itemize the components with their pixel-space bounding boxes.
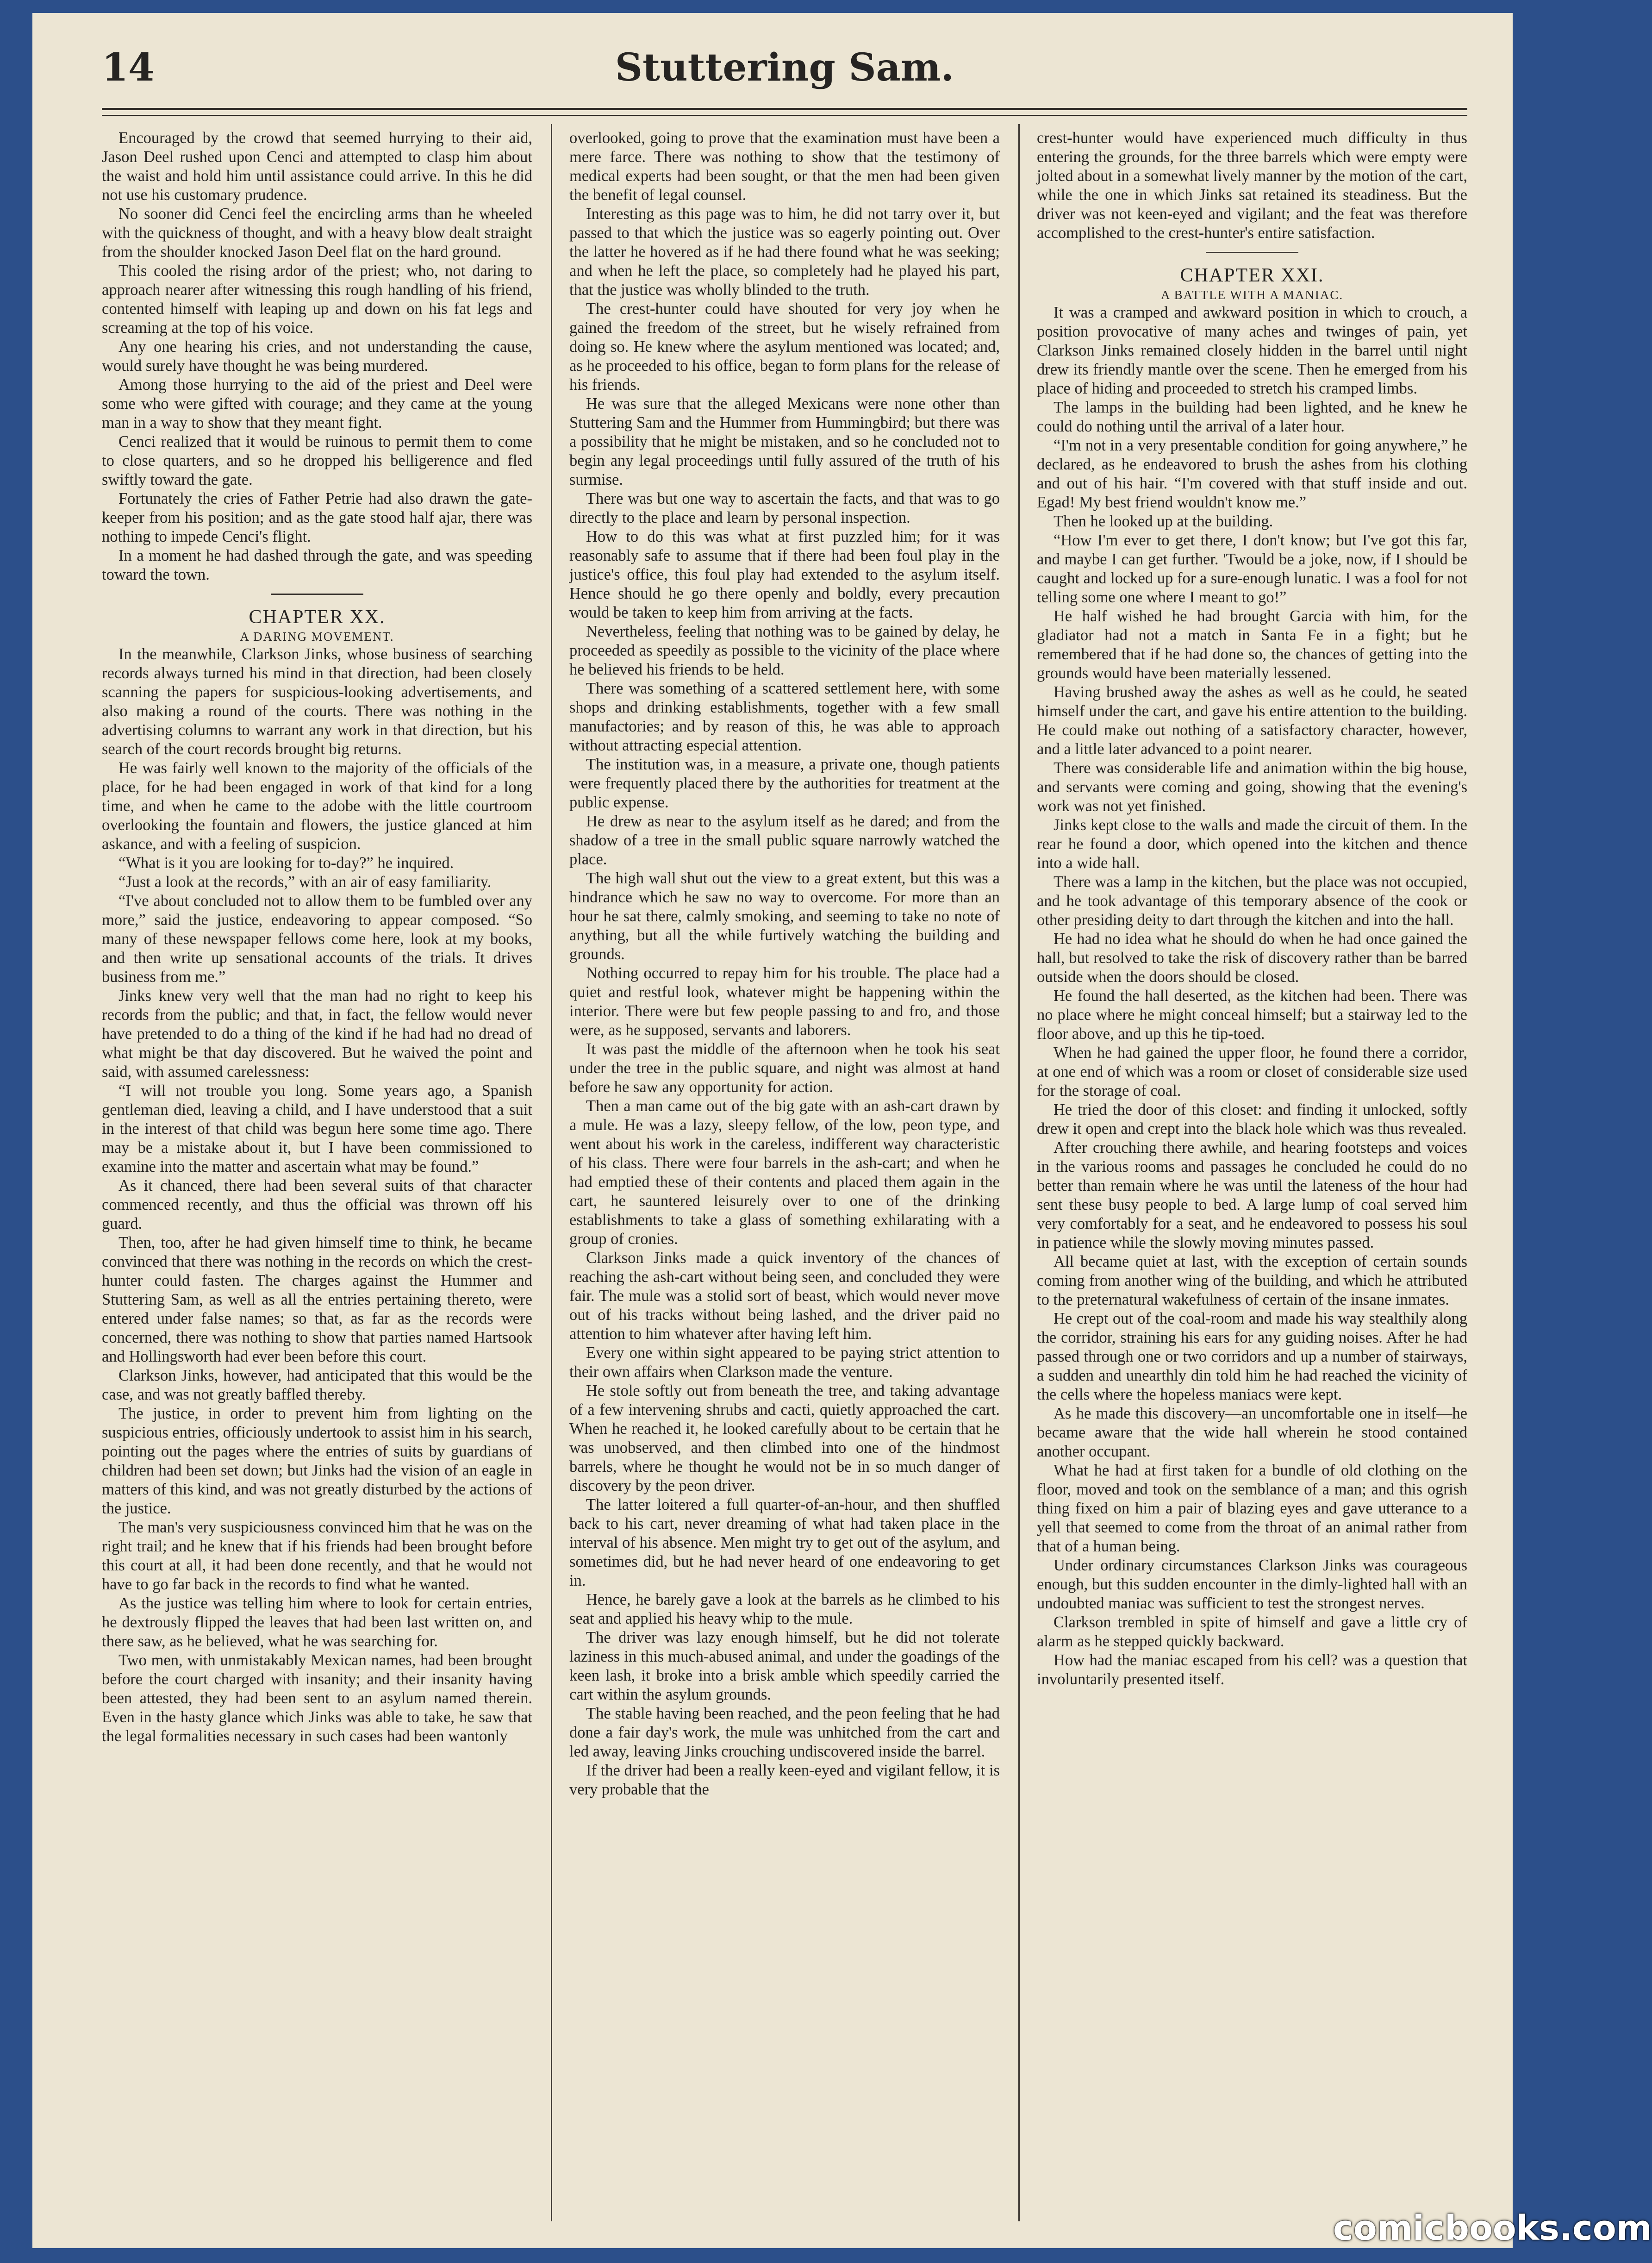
paragraph: After crouching there awhile, and hearing footsteps and voices in the various rooms and passages he concluded he could do no better than remain where he was until the lateness of the hour had sent these busy people to bed. A large lump of coal served him very comfortably for a seat, and he endeavored to possess his soul in patience while the slowly moving minutes passed. bbox=[1037, 1139, 1467, 1251]
paragraph: Nevertheless, feeling that nothing was to be gained by delay, he proceeded as speedily as possible to the vicinity of the place where he believed his friends to be held. bbox=[569, 623, 1000, 678]
paragraph: The stable having been reached, and the peon feeling that he had done a fair day's work, the mule was unhitched from the cart and led away, leaving Jinks crouching undiscovered inside the barrel. bbox=[569, 1705, 1000, 1760]
newspaper-page bbox=[32, 13, 1513, 2248]
chapter-heading bbox=[102, 606, 532, 645]
paragraph: How had the maniac escaped from his cell? was a question that involuntarily presented itself. bbox=[1037, 1651, 1467, 1688]
paragraph: Hence, he barely gave a look at the barrels as he climbed to his seat and applied his heavy whip to the mule. bbox=[569, 1591, 1000, 1627]
paragraph: He was sure that the alleged Mexicans were none other than Stuttering Sam and the Hummer from Hummingbird; but there was a possibility that he might be mistaken, and so he concluded not to begin any legal proceedings until fully assured of the truth of his surmise. bbox=[569, 395, 1000, 488]
paragraph: As he made this discovery—an uncomfortable one in itself—he became aware that the wide hall wherein he stood contained another occupant. bbox=[1037, 1405, 1467, 1460]
paragraph: Among those hurrying to the aid of the priest and Deel were some who were gifted with courage; and they came at the young man in a way to show that they meant fight. bbox=[102, 376, 532, 431]
paragraph: This cooled the rising ardor of the priest; who, not daring to approach nearer after witnessing this rough handling of his friend, contented himself with leaping up and down on his fat legs and screaming at the top of his voice. bbox=[102, 262, 532, 337]
paragraph: There was a lamp in the kitchen, but the place was not occupied, and he took advantage of this temporary absence of the cook or other presiding deity to dart through the kitchen and into the hall. bbox=[1037, 873, 1467, 929]
paragraph: Under ordinary circumstances Clarkson Jinks was courageous enough, but this sudden encounter in the dimly-lighted hall with an undoubted maniac was sufficient to test the strongest nerves. bbox=[1037, 1557, 1467, 1612]
header-rule bbox=[102, 108, 1467, 110]
paragraph: There was considerable life and animation within the big house, and servants were coming and going, showing that the evening's work was not yet finished. bbox=[1037, 759, 1467, 815]
page-header bbox=[102, 36, 1467, 101]
paragraph: He crept out of the coal-room and made his way stealthily along the corridor, straining his ears for any guiding noises. After he had passed through one or two corridors and up a number of stairways, a sudden and unearthly din told him he had reached the vicinity of the cells where the hopeless maniacs were kept. bbox=[1037, 1310, 1467, 1403]
paragraph: He drew as near to the asylum itself as he dared; and from the shadow of a tree in the small public square narrowly watched the place. bbox=[569, 813, 1000, 868]
paragraph: “How I'm ever to get there, I don't know; but I've got this far, and maybe I can get further. 'Twould be a joke, now, if I should be caught and locked up for a sure-enough lunatic. I was a fool for not telling some one where I meant to go!” bbox=[1037, 531, 1467, 606]
paragraph: Then a man came out of the big gate with an ash-cart drawn by a mule. He was a lazy, sleepy fellow, of the low, peon type, and went about his work in the careless, indifferent way characteristic of his class. There were four barrels in the ash-cart; and when he had emptied these of their contents and placed them again in the cart, he sauntered leisurely over to one of the drinking establishments to take a glass of something exhilarating with a group of cronies. bbox=[569, 1097, 1000, 1248]
paragraph: How to do this was what at first puzzled him; for it was reasonably safe to assume that if there had been foul play in the justice's office, this foul play had extended to the asylum itself. Hence should he go there openly and boldly, every precaution would be taken to keep him from arriving at the facts. bbox=[569, 528, 1000, 621]
paragraph: There was something of a scattered settlement here, with some shops and drinking establishments, together with a few small manufactories; and by reason of this, he was able to approach without attracting especial attention. bbox=[569, 680, 1000, 754]
paragraph: He found the hall deserted, as the kitchen had been. There was no place where he might conceal himself; but a stairway led to the floor above, and up this he tip-toed. bbox=[1037, 987, 1467, 1043]
paragraph: Jinks kept close to the walls and made the circuit of them. In the rear he found a door, which opened into the kitchen and thence into a wide hall. bbox=[1037, 816, 1467, 872]
paragraph: Two men, with unmistakably Mexican names, had been brought before the court charged with insanity; and their insanity having been attested, they had been sent to an asylum named therein. Even in the hasty glance which Jinks was able to take, he saw that the legal formalities necessary in such cases had been wantonly bbox=[102, 1651, 532, 1745]
paragraph: Encouraged by the crowd that seemed hurrying to their aid, Jason Deel rushed upon Cenci and attempted to clasp him about the waist and hold him until assistance could arrive. In this he did not use his customary prudence. bbox=[102, 129, 532, 204]
chapter-rule bbox=[1206, 252, 1298, 253]
paragraph: Jinks knew very well that the man had no right to keep his records from the public; and that, in fact, the fellow would never have pretended to do a thing of the kind if he had had no dread of what might be that day discovered. But he waived the point and said, with assumed carelessness: bbox=[102, 987, 532, 1081]
paragraph: He stole softly out from beneath the tree, and taking advantage of a few intervening shrubs and cacti, quietly approached the cart. When he reached it, he looked carefully about to be certain that he was unobserved, and then climbed into one of the hindmost barrels, where he thought he would not be in so much danger of discovery by the peon driver. bbox=[569, 1382, 1000, 1494]
paragraph: The justice, in order to prevent him from lighting on the suspicious entries, officiously undertook to assist him in his search, pointing out the pages where the entries of suits by guardians of children had been set down; but Jinks had the vision of an eagle in matters of this kind, and was not greatly disturbed by the actions of the justice. bbox=[102, 1405, 532, 1517]
paragraph: Fortunately the cries of Father Petrie had also drawn the gate-keeper from his position; and as the gate stood half ajar, there was nothing to impede Cenci's flight. bbox=[102, 490, 532, 545]
paragraph: The high wall shut out the view to a great extent, but this was a hindrance which he saw no way to overcome. For more than an hour he sat there, calmly smoking, and seeming to take no note of anything, but all the while furtively watching the building and grounds. bbox=[569, 869, 1000, 963]
paragraph: He was fairly well known to the majority of the officials of the place, for he had been engaged in work of that kind for a long time, and when he came to the adobe with the little courtroom overlooking the fountain and flowers, the justice glanced at him askance, and with a feeling of suspicion. bbox=[102, 759, 532, 853]
paragraph: The lamps in the building had been lighted, and he knew he could do nothing until the arrival of a later hour. bbox=[1037, 399, 1467, 435]
paragraph: When he had gained the upper floor, he found there a corridor, at one end of which was a room or closet of considerable size used for the storage of coal. bbox=[1037, 1044, 1467, 1100]
chapter-title: CHAPTER XX. bbox=[249, 606, 386, 628]
paragraph: Any one hearing his cries, and not understanding the cause, would surely have thought he was being murdered. bbox=[102, 338, 532, 375]
paragraph: Then he looked up at the building. bbox=[1054, 513, 1273, 530]
header-rule-thin bbox=[102, 115, 1467, 116]
chapter-heading bbox=[1037, 264, 1467, 303]
paragraph: “I've about concluded not to allow them to be fumbled over any more,” said the justice, endeavoring to appear composed. “So many of these newspaper fellows come here, look at my books, and then write up sensational accounts of the trials. It drives business from me.” bbox=[102, 892, 532, 986]
chapter-subtitle: A BATTLE WITH A MANIAC. bbox=[1160, 288, 1344, 302]
chapter-rule bbox=[271, 594, 363, 595]
paragraph: Nothing occurred to repay him for his trouble. The place had a quiet and restful look, whatever might be happening within the interior. There were but few people passing to and fro, and those were, as he supposed, servants and laborers. bbox=[569, 964, 1000, 1039]
paragraph: No sooner did Cenci feel the encircling arms than he wheeled with the quickness of thought, and with a heavy blow dealt straight from the shoulder knocked Jason Deel flat on the hard ground. bbox=[102, 205, 532, 261]
paragraph: “Just a look at the records,” with an air of easy familiarity. bbox=[118, 873, 492, 891]
column-divider bbox=[551, 124, 552, 2221]
paragraph: Cenci realized that it would be ruinous to permit them to come to close quarters, and so he dropped his belligerence and fled swiftly toward the gate. bbox=[102, 433, 532, 488]
paragraph: “I'm not in a very presentable condition for going anywhere,” he declared, as he endeavored to brush the ashes from his clothing and out of his hair. “I'm covered with that stuff inside and out. Egad! My best friend wouldn't know me.” bbox=[1037, 437, 1467, 511]
text-column-3 bbox=[1037, 129, 1467, 2226]
paragraph: Clarkson Jinks, however, had anticipated that this would be the case, and was not greatly baffled thereby. bbox=[102, 1367, 532, 1403]
paragraph: Interesting as this page was to him, he did not tarry over it, but passed to that which the justice was so eagerly pointing out. Over the latter he hovered as if he had there found what he was seeking; and when he left the place, so completely had he played his part, that the justice was wholly blinded to the truth. bbox=[569, 205, 1000, 299]
paragraph: The crest-hunter could have shouted for very joy when he gained the freedom of the street, but he wisely refrained from doing so. He knew where the asylum mentioned was located; and, as he proceeded to his office, began to form plans for the release of his friends. bbox=[569, 300, 1000, 394]
paragraph: Clarkson Jinks made a quick inventory of the chances of reaching the ash-cart without being seen, and concluded they were fair. The mule was a stolid sort of beast, which would never move out of his tracks without being lashed, and the driver paid no attention to him whatever after having left him. bbox=[569, 1249, 1000, 1343]
paragraph: He had no idea what he should do when he had once gained the hall, but resolved to take the risk of discovery rather than be barred outside when the doors should be closed. bbox=[1037, 930, 1467, 986]
paragraph: In the meanwhile, Clarkson Jinks, whose business of searching records always turned his mind in that direction, had been closely scanning the papers for suspicious-looking advertisements, and also making a round of the courts. There was nothing in the advertising columns to warrant any work in that direction, but his search of the court records brought big returns. bbox=[102, 645, 532, 758]
paragraph: What he had at first taken for a bundle of old clothing on the floor, moved and took on the semblance of a man; and this ogrish thing fixed on him a pair of blazing eyes and gave utterance to a yell that seemed to come from the throat of an animal rather from that of a human being. bbox=[1037, 1462, 1467, 1555]
paragraph: All became quiet at last, with the exception of certain sounds coming from another wing of the building, and which he attributed to the preternatural wakefulness of certain of the insane inmates. bbox=[1037, 1253, 1467, 1308]
paragraph: “I will not trouble you long. Some years ago, a Spanish gentleman died, leaving a child, and I have understood that a suit in the interest of that child was begun here some time ago. There may be a mistake about it, but I have been commissioned to examine into the matter and ascertain what may be found.” bbox=[102, 1082, 532, 1175]
paragraph: Clarkson trembled in spite of himself and gave a little cry of alarm as he stepped quickly backward. bbox=[1037, 1613, 1467, 1650]
page-number: 14 bbox=[102, 45, 155, 90]
paragraph: The institution was, in a measure, a private one, though patients were frequently placed there by the authorities for treatment at the public expense. bbox=[569, 756, 1000, 811]
paragraph: In a moment he had dashed through the gate, and was speeding toward the town. bbox=[102, 547, 532, 583]
paragraph: crest-hunter would have experienced much difficulty in thus entering the grounds, for the three barrels which were empty were jolted about in a somewhat lively manner by the motion of the cart, while the one in which Jinks sat retained its steadiness. But the driver was not keen-eyed and vigilant; and the feat was therefore accomplished to the crest-hunter's entire satisfaction. bbox=[1037, 129, 1467, 242]
paragraph: “What is it you are looking for to-day?” he inquired. bbox=[118, 854, 454, 872]
paragraph: As the justice was telling him where to look for certain entries, he dextrously flipped the leaves that had been last written on, and there saw, as he believed, what he was searching for. bbox=[102, 1594, 532, 1650]
paragraph: It was past the middle of the afternoon when he took his seat under the tree in the public square, and night was almost at hand before he saw any opportunity for action. bbox=[569, 1040, 1000, 1096]
paragraph: He tried the door of this closet: and finding it unlocked, softly drew it open and crept into the black hole which was thus revealed. bbox=[1037, 1101, 1467, 1138]
paragraph: He half wished he had brought Garcia with him, for the gladiator had not a match in Santa Fe in a fight; but he remembered that if he had done so, the chances of getting into the grounds would have been materially lessened. bbox=[1037, 607, 1467, 682]
paragraph: Having brushed away the ashes as well as he could, he seated himself under the cart, and gave his entire attention to the building. He could make out nothing of a satisfactory character, however, and a little later advanced to a point nearer. bbox=[1037, 683, 1467, 758]
text-column-1 bbox=[102, 129, 532, 2226]
paragraph: The man's very suspiciousness convinced him that he was on the right trail; and he knew that if his friends had been brought before this court at all, it had been done recently, and that he would not have to go far back in the records to find what he wanted. bbox=[102, 1519, 532, 1593]
paragraph: The latter loitered a full quarter-of-an-hour, and then shuffled back to his cart, never dreaming of what had taken place in the interval of his absence. Men might try to get out of the asylum, and sometimes did, but he had never heard of one endeavoring to get in. bbox=[569, 1496, 1000, 1589]
paragraph: The driver was lazy enough himself, but he did not tolerate laziness in this much-abused animal, and under the goadings of the keen lash, it broke into a brisk amble which speedily carried the cart within the asylum grounds. bbox=[569, 1629, 1000, 1703]
paragraph: It was a cramped and awkward position in which to crouch, a position provocative of many aches and twinges of pain, yet Clarkson Jinks remained closely hidden in the barrel until night drew its friendly mantle over the scene. Then he emerged from his place of hiding and proceeded to stretch his cramped limbs. bbox=[1037, 304, 1467, 397]
paragraph: Every one within sight appeared to be paying strict attention to their own affairs when Clarkson made the venture. bbox=[569, 1344, 1000, 1381]
text-column-2 bbox=[569, 129, 1000, 2226]
paragraph: There was but one way to ascertain the facts, and that was to go directly to the place and learn by personal inspection. bbox=[569, 490, 1000, 526]
chapter-title: CHAPTER XXI. bbox=[1180, 265, 1324, 286]
paragraph: overlooked, going to prove that the examination must have been a mere farce. There was nothing to show that the testimony of medical experts had been sought, or that the men had been given the benefit of legal counsel. bbox=[569, 129, 1000, 204]
site-watermark: comicbooks.com bbox=[1333, 2208, 1652, 2248]
chapter-subtitle: A DARING MOVEMENT. bbox=[240, 630, 394, 644]
paragraph: If the driver had been a really keen-eyed and vigilant fellow, it is very probable that the bbox=[569, 1762, 1000, 1798]
column-divider bbox=[1018, 124, 1020, 2221]
running-title: Stuttering Sam. bbox=[615, 45, 954, 90]
paragraph: As it chanced, there had been several suits of that character commenced recently, and thus the official was thrown off his guard. bbox=[102, 1177, 532, 1232]
paragraph: Then, too, after he had given himself time to think, he became convinced that there was nothing in the records on which the crest-hunter could fasten. The charges against the Hummer and Stuttering Sam, as well as all the entries pertaining thereto, were entered under false names; so that, as far as the records were concerned, there was nothing to show that parties named Hartsook and Hollingsworth had ever been before this court. bbox=[102, 1234, 532, 1365]
